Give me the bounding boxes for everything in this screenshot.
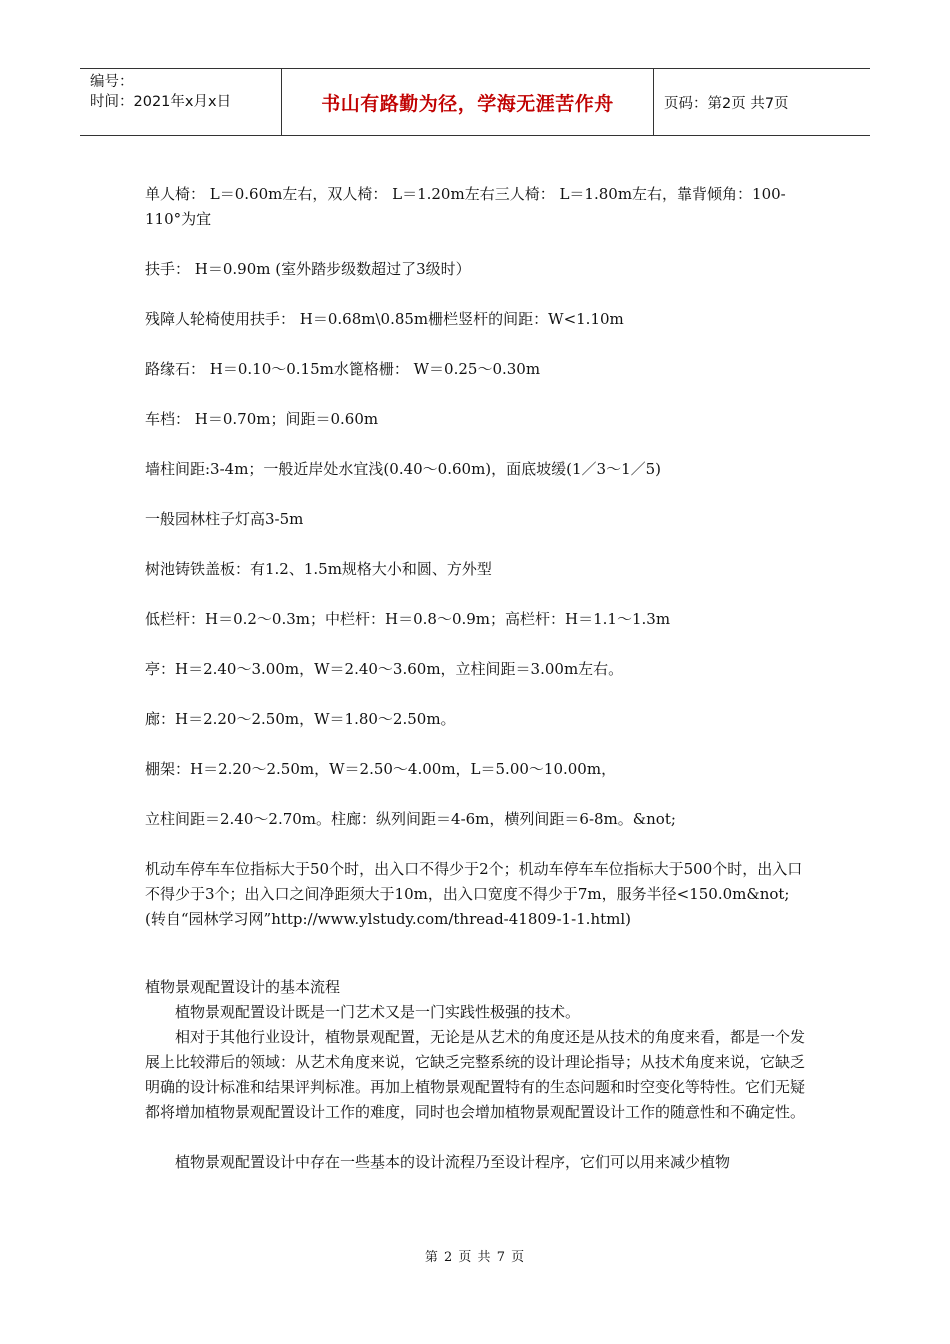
spec-line-curb: 路缘石： H＝0.10～0.15m水篦格栅： W＝0.25～0.30m	[145, 360, 541, 378]
spec-line-wheelchair-handrail: 残障人轮椅使用扶手： H＝0.68m\0.85m栅栏竖杆的间距：W<1.10m	[145, 310, 624, 328]
body-paragraph-1: 植物景观配置设计既是一门艺术又是一门实践性极强的技术。	[175, 1003, 581, 1021]
document-number-label: 编号：	[90, 74, 134, 90]
parking-paragraph: 机动车停车车位指标大于50个时，出入口不得少于2个；机动车停车车位指标大于500个时，出入口不得少于3个；出入口之间净距须大于10m，出入口宽度不得少于7m，服务半径<150.0m&not;	[145, 860, 803, 903]
source-line: (转自“园林学习网”http://www.ylstudy.com/thread-41809-1-1.html)	[145, 910, 632, 928]
body-paragraph-2: 相对于其他行业设计，植物景观配置，无论是从艺术的角度还是从技术的角度来看，都是一个发展上比较滞后的领域：从艺术角度来说，它缺乏完整系统的设计理论指导；从技术角度来说，它缺乏明确的设计标准和结果评判标准。再加上植物景观配置特有的生态问题和时空变化等特性。它们无疑都将增加植物景观配置设计工作的难度，同时也会增加植物景观配置设计工作的随意性和不确定性。	[145, 1028, 806, 1121]
spec-line-handrail: 扶手： H＝0.90m (室外踏步级数超过了3级时）	[145, 260, 471, 278]
spec-line-lamp: 一般园林柱子灯高3-5m	[145, 510, 304, 528]
spec-line-corridor: 廊：H＝2.20～2.50m，W＝1.80～2.50m。	[145, 710, 456, 728]
section-title: 植物景观配置设计的基本流程	[145, 978, 341, 996]
spec-line-wall-column: 墙柱间距:3-4m；一般近岸处水宜浅(0.40～0.60m)，面底坡缓(1／3～1／5)	[145, 460, 662, 478]
header-motto: 书山有路勤为径，学海无涯苦作舟	[282, 69, 654, 135]
header-page-code: 页码：第2页 共7页	[664, 95, 789, 112]
body-paragraph-3: 植物景观配置设计中存在一些基本的设计流程乃至设计程序，它们可以用来减少植物	[175, 1153, 731, 1171]
page-header	[80, 68, 870, 136]
spec-line-tree-grate: 树池铸铁盖板：有1.2、1.5m规格大小和圆、方外型	[145, 560, 492, 578]
spec-line-column-spacing: 立柱间距＝2.40～2.70m。柱廊：纵列间距＝4-6m，横列间距＝6-8m。&not;	[145, 810, 676, 828]
spec-line-pergola: 棚架：H＝2.20～2.50m，W＝2.50～4.00m，L＝5.00～10.00m，	[145, 760, 617, 778]
spec-line-bollard: 车档： H＝0.70m；间距＝0.60m	[145, 410, 379, 428]
spec-line-bench: 单人椅： L＝0.60m左右，双人椅： L＝1.20m左右三人椅： L＝1.80m左右，靠背倾角：100-110°为宜	[145, 185, 786, 228]
document-body	[145, 182, 810, 1175]
document-date-label: 时间：2021年x月x日	[90, 94, 232, 110]
spec-line-pavilion: 亭：H＝2.40～3.00m，W＝2.40～3.60m，立柱间距＝3.00m左右。	[145, 660, 624, 678]
header-meta-cell	[80, 69, 282, 135]
page-footer: 第 2 页 共 7 页	[424, 1250, 526, 1265]
spec-line-railing: 低栏杆：H＝0.2～0.3m；中栏杆：H＝0.8～0.9m；高栏杆：H＝1.1～1.3m	[145, 610, 671, 628]
